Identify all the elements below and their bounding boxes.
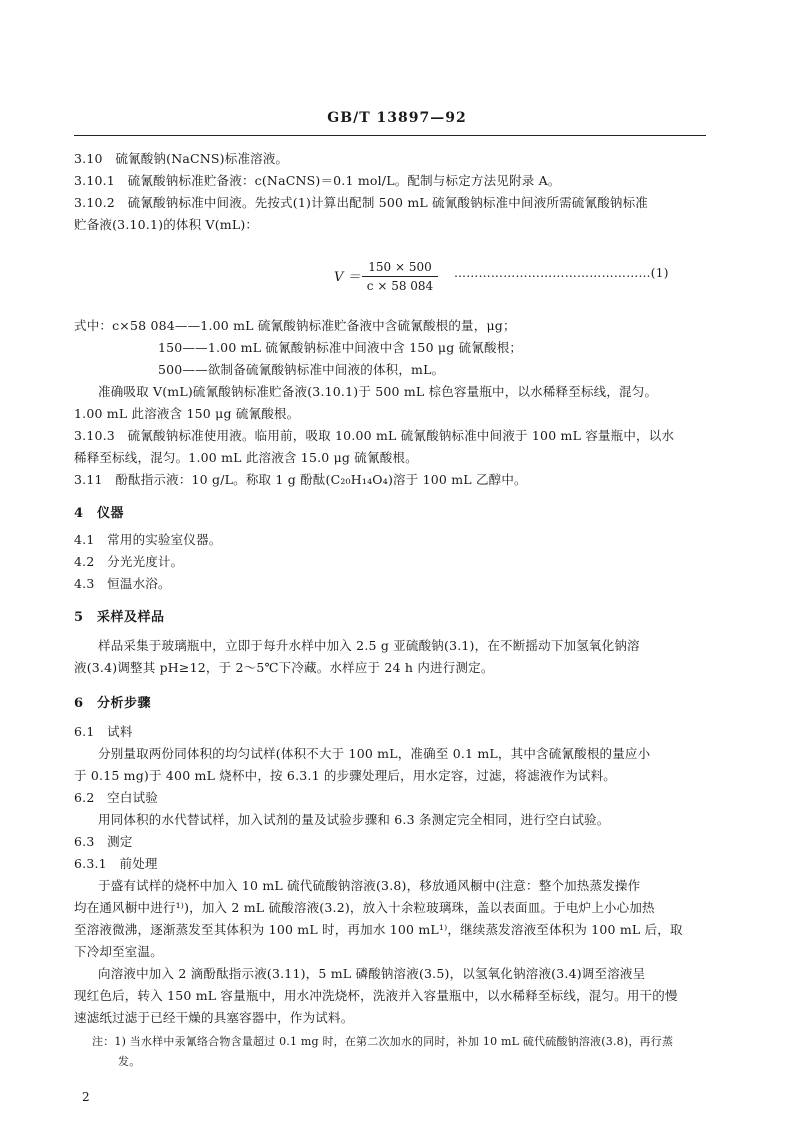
page-number: 2 [82, 1090, 90, 1104]
clause-3-10-2-line2: 贮备液(3.10.1)的体积 V(mL)： [74, 217, 259, 232]
paragraph-line: 至溶液微沸，逐渐蒸发至其体积为 100 mL 时，再加水 100 mL¹⁾，继续蒸发溶液至体积为 100 mL 后，取 [74, 922, 683, 937]
paragraph-line: 下冷却至室温。 [74, 944, 163, 959]
paragraph-line: 液(3.4)调整其 pH≥12，于 2～5℃下冷藏。水样应于 24 h 内进行测定。 [74, 660, 494, 675]
section-6-heading: 6 分析步骤 [74, 696, 152, 711]
clause-4-3: 4.3 恒温水浴。 [74, 576, 171, 591]
clause-6-3: 6.3 测定 [74, 834, 133, 849]
paragraph-line: 用同体积的水代替试样，加入试剂的量及试验步骤和 6.3 条测定完全相同，进行空白试验。 [98, 812, 610, 827]
paragraph-line: 1.00 mL 此溶液含 150 μg 硫氰酸根。 [74, 406, 300, 421]
formula-fraction [362, 259, 438, 294]
where-line-3: 500——欲制备硫氰酸钠标准中间液的体积，mL。 [158, 362, 445, 377]
clause-3-10-3-line1: 3.10.3 硫氰酸钠标准使用液。临用前，吸取 10.00 mL 硫氰酸钠标准中间液于 100 mL 容量瓶中，以水 [74, 428, 675, 443]
clause-3-11: 3.11 酚酞指示液：10 g/L。称取 1 g 酚酞(C₂₀H₁₄O₄)溶于 100 mL 乙醇中。 [74, 472, 527, 487]
clause-3-10: 3.10 硫氰酸钠(NaCNS)标准溶液。 [74, 151, 289, 166]
footnote-line-2: 发。 [118, 1055, 141, 1068]
clause-3-10-3-line2: 稀释至标线，混匀。1.00 mL 此溶液含 15.0 μg 硫氰酸根。 [74, 450, 418, 465]
footnote-line-1: 注：1) 当水样中汞氰络合物含量超过 0.1 mg 时，在第二次加水的同时，补加 10 mL 硫代硫酸钠溶液(3.8)，再行蒸 [92, 1035, 674, 1048]
paragraph-line: 向溶液中加入 2 滴酚酞指示液(3.11)，5 mL 磷酸钠溶液(3.5)，以氢氧化钠溶液(3.4)调至溶液呈 [98, 966, 646, 981]
formula-numerator: 150 × 500 [362, 259, 438, 277]
paragraph-line: 分别量取两份同体积的均匀试样(体积不大于 100 mL，准确至 0.1 mL，其中含硫氰酸根的量应小 [98, 746, 651, 761]
formula-lhs: V ＝ [334, 270, 361, 285]
paragraph-line: 速滤纸过滤于已经干燥的具塞容器中，作为试料。 [74, 1010, 354, 1025]
section-4-heading: 4 仪器 [74, 506, 125, 521]
section-5-heading: 5 采样及样品 [74, 610, 165, 625]
paragraph-line: 于 0.15 mg)于 400 mL 烧杯中，按 6.3.1 的步骤处理后，用水定容，过滤，将滤液作为试料。 [74, 768, 616, 783]
paragraph-line: 现红色后，转入 150 mL 容量瓶中，用水冲洗烧杯，洗液并入容量瓶中，以水稀释至标线，混匀。用干的慢 [74, 988, 678, 1003]
standard-number-header: GB/T 13897—92 [327, 110, 467, 126]
clause-4-1: 4.1 常用的实验室仪器。 [74, 532, 222, 547]
header-rule [74, 135, 706, 136]
where-line-2: 150——1.00 mL 硫氰酸钠标准中间液中含 150 μg 硫氰酸根； [158, 340, 523, 355]
formula-number: …………………………………………(1) [454, 266, 669, 280]
paragraph-line: 准确吸取 V(mL)硫氰酸钠标准贮备液(3.10.1)于 500 mL 棕色容量瓶中，以水稀释至标线，混匀。 [98, 384, 658, 399]
paragraph-line: 样品采集于玻璃瓶中，立即于每升水样中加入 2.5 g 亚硫酸钠(3.1)，在不断摇动下加氢氧化钠溶 [98, 638, 640, 653]
paragraph-line: 于盛有试样的烧杯中加入 10 mL 硫代硫酸钠溶液(3.8)，移放通风橱中(注意：整个加热蒸发操作 [98, 878, 641, 893]
clause-6-3-1: 6.3.1 前处理 [74, 856, 158, 871]
clause-6-2: 6.2 空白试验 [74, 790, 158, 805]
formula-denominator: c × 58 084 [366, 279, 434, 293]
clause-4-2: 4.2 分光光度计。 [74, 554, 184, 569]
paragraph-line: 均在通风橱中进行¹⁾)，加入 2 mL 硫酸溶液(3.2)，放入十余粒玻璃珠，盖以表面皿。于电炉上小心加热 [74, 900, 655, 915]
clause-6-1: 6.1 试料 [74, 724, 133, 739]
clause-3-10-2-line1: 3.10.2 硫氰酸钠标准中间液。先按式(1)计算出配制 500 mL 硫氰酸钠标准中间液所需硫氰酸钠标准 [74, 195, 648, 210]
where-line-1: 式中：c×58 084——1.00 mL 硫氰酸钠标准贮备液中含硫氰酸根的量，μg； [74, 318, 516, 333]
clause-3-10-1: 3.10.1 硫氰酸钠标准贮备液：c(NaCNS)＝0.1 mol/L。配制与标定方法见附录 A。 [74, 173, 561, 188]
